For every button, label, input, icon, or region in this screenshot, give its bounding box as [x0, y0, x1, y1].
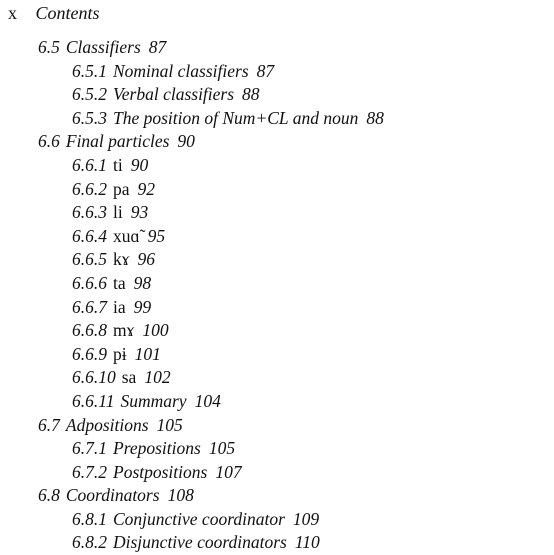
toc-entry-page: 90	[130, 154, 149, 175]
toc-entry-title: pa	[113, 178, 130, 199]
toc-subsection-entry	[0, 154, 554, 178]
toc-entry-title: mɤ	[113, 320, 135, 341]
toc-entry-page: 100	[142, 320, 169, 341]
toc-entry-title: The position of Num+CL and noun	[113, 107, 359, 128]
toc-entry-number: 6.6.5	[72, 249, 107, 270]
toc-entry-number: 6.6.4	[72, 225, 107, 246]
toc-entry-title: xuɑ̃	[113, 225, 140, 246]
toc-subsection-entry	[0, 248, 554, 272]
toc-entry-title: Conjunctive coordinator	[113, 508, 285, 529]
toc-entry-title: Adpositions	[65, 414, 149, 435]
toc-section-entry	[0, 36, 554, 60]
toc-entry-number: 6.6.10	[72, 367, 116, 388]
toc-entry-page: 101	[134, 343, 161, 364]
toc-subsection-entry	[0, 60, 554, 84]
toc-entry-page: 99	[133, 296, 152, 317]
page-header	[8, 1, 100, 25]
toc-entry-page: 96	[137, 249, 156, 270]
toc-entry-number: 6.8.2	[72, 532, 107, 553]
toc-entry-number: 6.6	[38, 131, 60, 152]
toc-entry-page: 88	[242, 84, 260, 105]
table-of-contents	[0, 36, 554, 555]
page-folio: x	[8, 3, 17, 23]
toc-entry-page: 109	[292, 508, 320, 529]
toc-entry-page: 87	[148, 37, 167, 57]
toc-subsection-entry	[0, 531, 554, 555]
toc-entry-number: 6.5.1	[72, 60, 107, 81]
toc-subsection-entry	[0, 296, 554, 320]
toc-entry-title: kɤ	[113, 249, 130, 270]
toc-entry-title: Classifiers	[65, 37, 141, 57]
toc-entry-number: 6.7	[38, 414, 60, 435]
toc-subsection-entry	[0, 366, 554, 390]
toc-entry-page: 93	[130, 202, 149, 223]
toc-entry-page: 98	[133, 272, 152, 293]
toc-entry-title: Coordinators	[65, 485, 160, 506]
toc-section-entry	[0, 484, 554, 508]
toc-entry-number: 6.6.1	[72, 154, 107, 175]
toc-entry-number: 6.8.1	[72, 508, 107, 529]
toc-subsection-entry	[0, 201, 554, 225]
toc-entry-page: 87	[256, 60, 275, 81]
toc-entry-number: 6.6.8	[72, 320, 107, 341]
toc-entry-page: 104	[194, 390, 221, 411]
toc-entry-title: sa	[121, 367, 137, 388]
toc-section-entry	[0, 414, 554, 438]
toc-entry-page: 105	[156, 414, 183, 435]
toc-entry-title: li	[113, 202, 123, 223]
toc-subsection-entry	[0, 225, 554, 249]
toc-entry-page: 110	[294, 532, 320, 553]
toc-subsection-entry	[0, 437, 554, 461]
toc-entry-title: pɨ	[113, 343, 127, 364]
toc-section-entry	[0, 130, 554, 154]
running-title: Contents	[35, 3, 100, 23]
toc-subsection-entry	[0, 508, 554, 532]
toc-entry-page: 102	[144, 367, 171, 388]
toc-entry-number: 6.6.6	[72, 272, 107, 293]
toc-entry-number: 6.6.2	[72, 178, 107, 199]
toc-entry-number: 6.8	[38, 485, 60, 506]
toc-subsection-entry	[0, 107, 554, 131]
toc-entry-title: Verbal classifiers	[113, 84, 235, 105]
toc-entry-page: 107	[215, 461, 242, 482]
toc-subsection-entry	[0, 272, 554, 296]
toc-subsection-entry	[0, 343, 554, 367]
toc-entry-title: Postpositions	[113, 461, 208, 482]
toc-entry-number: 6.7.1	[72, 438, 107, 459]
toc-entry-number: 6.6.3	[72, 202, 107, 223]
toc-subsection-entry	[0, 319, 554, 343]
toc-entry-number: 6.7.2	[72, 461, 107, 482]
toc-entry-number: 6.6.7	[72, 296, 107, 317]
toc-subsection-entry	[0, 178, 554, 202]
toc-subsection-entry	[0, 390, 554, 414]
toc-entry-title: Disjunctive coordinators	[113, 532, 287, 553]
toc-subsection-entry	[0, 461, 554, 485]
toc-entry-number: 6.6.9	[72, 343, 107, 364]
toc-entry-number: 6.6.11	[72, 390, 115, 411]
toc-entry-title: Nominal classifiers	[113, 60, 249, 81]
toc-entry-title: Summary	[120, 390, 187, 411]
toc-entry-page: 90	[177, 131, 195, 152]
toc-entry-number: 6.5	[38, 37, 60, 57]
toc-entry-page: 88	[366, 107, 384, 128]
toc-entry-page: 92	[137, 178, 156, 199]
toc-entry-title: ta	[113, 272, 126, 293]
toc-subsection-entry	[0, 83, 554, 107]
toc-entry-title: ia	[113, 296, 126, 317]
toc-entry-title: Final particles	[65, 131, 170, 152]
toc-entry-page: 108	[167, 485, 194, 506]
toc-entry-page: 95	[147, 225, 166, 246]
toc-entry-page: 105	[208, 438, 236, 459]
toc-entry-number: 6.5.3	[72, 107, 107, 128]
toc-entry-title: ti	[113, 154, 123, 175]
toc-entry-number: 6.5.2	[72, 84, 107, 105]
toc-entry-title: Prepositions	[113, 438, 201, 459]
